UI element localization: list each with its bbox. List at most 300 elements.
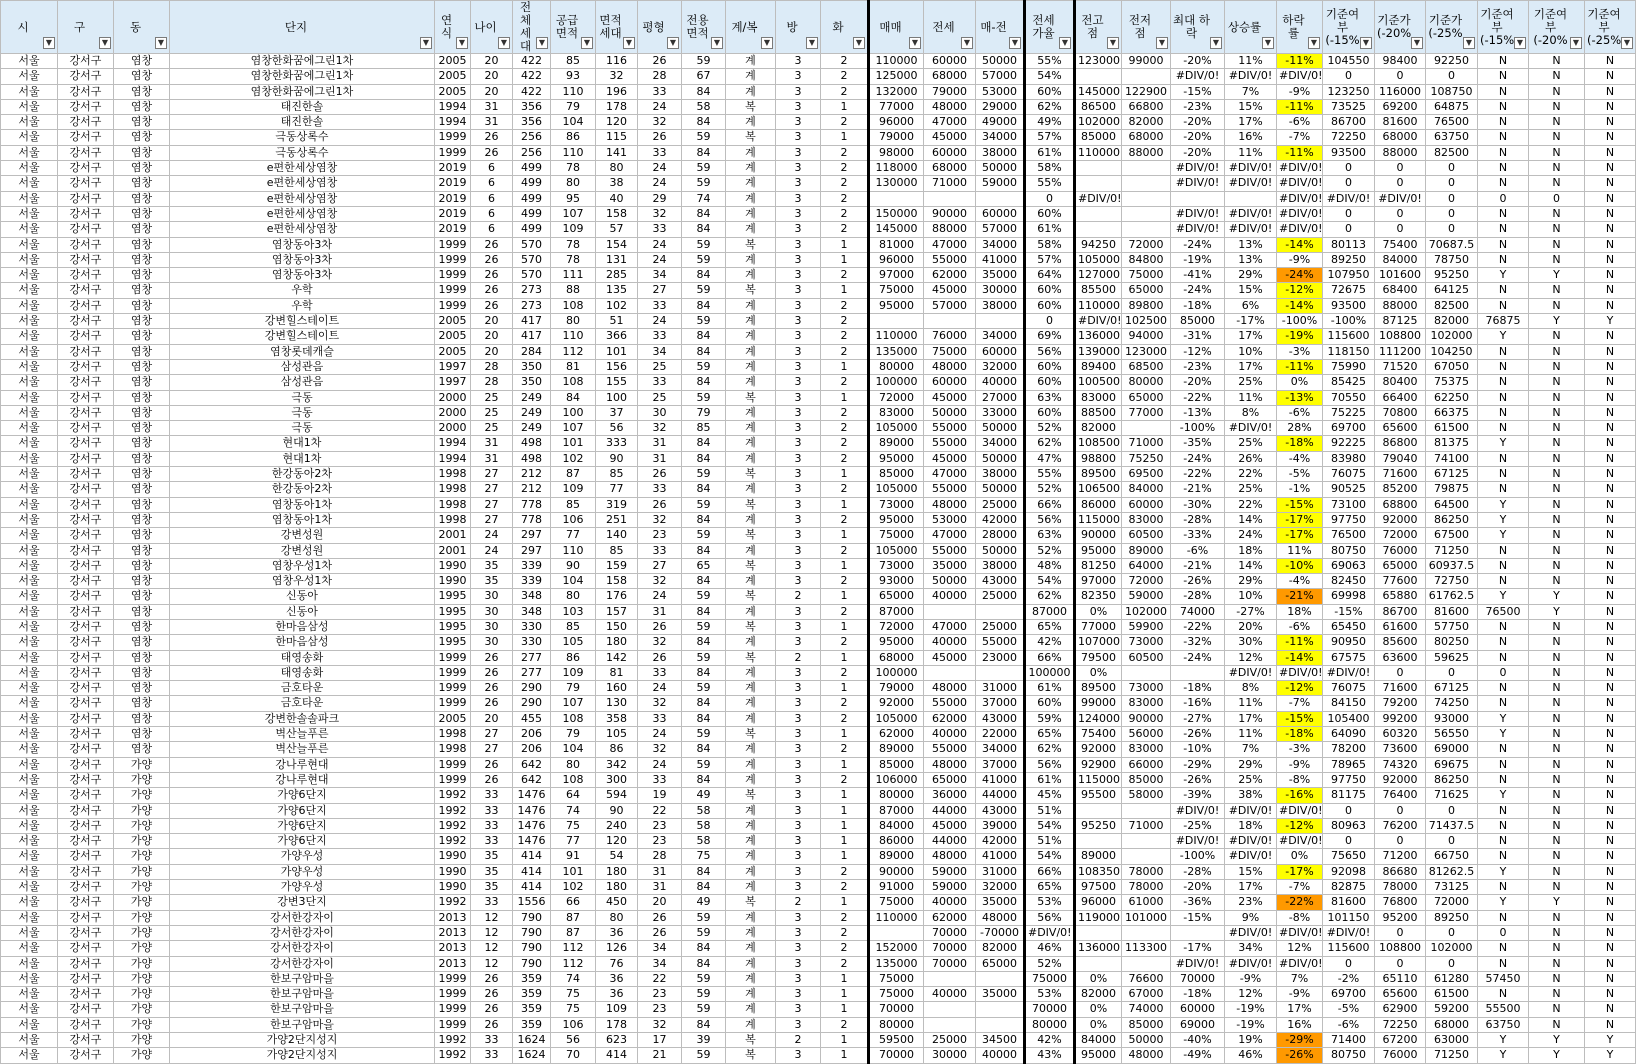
table-cell[interactable]: 122900	[1122, 84, 1171, 99]
table-cell[interactable]: 계	[726, 375, 776, 390]
table-cell[interactable]: 89500	[1075, 467, 1122, 482]
table-cell[interactable]: 60%	[1025, 405, 1075, 420]
table-cell[interactable]: #DIV/0!	[1075, 314, 1122, 329]
table-cell[interactable]: -24%	[1171, 650, 1225, 665]
table-cell[interactable]: 염창	[114, 359, 170, 374]
table-cell[interactable]: -49%	[1171, 1048, 1225, 1063]
table-cell[interactable]: 33	[471, 803, 513, 818]
table-cell[interactable]: 90000	[924, 206, 976, 221]
table-cell[interactable]: 57000	[976, 222, 1025, 237]
table-cell[interactable]: Y	[1529, 589, 1585, 604]
table-cell[interactable]: 3	[776, 1017, 821, 1032]
table-cell[interactable]: N	[1529, 130, 1585, 145]
table-cell[interactable]: #DIV/0!	[1277, 222, 1323, 237]
table-cell[interactable]: N	[1529, 176, 1585, 191]
table-cell[interactable]: 3	[776, 604, 821, 619]
table-cell[interactable]: 33	[638, 84, 682, 99]
table-cell[interactable]: 0	[1375, 69, 1426, 84]
table-cell[interactable]: 78000	[1122, 864, 1171, 879]
table-cell[interactable]: -7%	[1277, 130, 1323, 145]
table-cell[interactable]: 3	[776, 99, 821, 114]
table-cell[interactable]: 2013	[435, 910, 471, 925]
table-cell[interactable]: 57	[596, 222, 638, 237]
table-cell[interactable]: N	[1585, 880, 1636, 895]
table-cell[interactable]: -15%	[1171, 910, 1225, 925]
table-cell[interactable]: 86800	[1375, 436, 1426, 451]
table-cell[interactable]: 106000	[869, 772, 924, 787]
table-cell[interactable]: 8%	[1225, 681, 1277, 696]
table-cell[interactable]: 64125	[1426, 283, 1478, 298]
table-cell[interactable]: 0	[1375, 925, 1426, 940]
table-cell[interactable]: 180	[596, 864, 638, 879]
table-cell[interactable]: 52%	[1025, 543, 1075, 558]
table-cell[interactable]: 서울	[1, 512, 58, 527]
table-cell[interactable]: 0%	[1075, 1017, 1122, 1032]
table-cell[interactable]: 2	[821, 421, 869, 436]
table-cell[interactable]: 66800	[1122, 99, 1171, 114]
table-cell[interactable]: N	[1585, 375, 1636, 390]
table-cell[interactable]: 1999	[435, 665, 471, 680]
column-header[interactable]	[1171, 1, 1225, 54]
table-cell[interactable]: 79000	[869, 130, 924, 145]
table-cell[interactable]: 46%	[1025, 941, 1075, 956]
table-cell[interactable]: 강변힐스테이트	[170, 329, 435, 344]
table-cell[interactable]: 42000	[976, 512, 1025, 527]
table-cell[interactable]: 20	[471, 314, 513, 329]
table-cell[interactable]: 염창	[114, 237, 170, 252]
table-cell[interactable]: 75000	[869, 283, 924, 298]
table-cell[interactable]: N	[1585, 803, 1636, 818]
table-cell[interactable]: e편한세상염창	[170, 191, 435, 206]
table-cell[interactable]: 가양6단지	[170, 803, 435, 818]
table-cell[interactable]: -9%	[1277, 757, 1323, 772]
table-cell[interactable]: 강서한강자이	[170, 941, 435, 956]
table-cell[interactable]: N	[1585, 788, 1636, 803]
table-cell[interactable]: 계	[726, 635, 776, 650]
table-cell[interactable]	[869, 191, 924, 206]
column-header[interactable]	[976, 1, 1025, 54]
table-cell[interactable]: 강서구	[58, 574, 114, 589]
table-cell[interactable]: 6	[471, 206, 513, 221]
table-cell[interactable]: 40000	[924, 589, 976, 604]
table-cell[interactable]: 84000	[1375, 252, 1426, 267]
table-cell[interactable]: 59	[682, 528, 726, 543]
table-cell[interactable]: 서울	[1, 727, 58, 742]
table-cell[interactable]: 119000	[1075, 910, 1122, 925]
table-cell[interactable]: 계	[726, 849, 776, 864]
table-cell[interactable]: 150	[596, 619, 638, 634]
table-cell[interactable]: 73000	[869, 558, 924, 573]
table-cell[interactable]: 58	[682, 818, 726, 833]
table-cell[interactable]: 70800	[1375, 405, 1426, 420]
table-cell[interactable]: 12	[471, 956, 513, 971]
table-cell[interactable]: 강서구	[58, 925, 114, 940]
table-cell[interactable]: 3	[776, 161, 821, 176]
table-cell[interactable]: 복	[726, 589, 776, 604]
table-cell[interactable]: 37000	[976, 757, 1025, 772]
table-cell[interactable]: 서울	[1, 497, 58, 512]
table-cell[interactable]: 82875	[1323, 880, 1375, 895]
table-cell[interactable]: 51	[596, 314, 638, 329]
table-cell[interactable]: 0	[1426, 956, 1478, 971]
table-cell[interactable]: N	[1529, 880, 1585, 895]
table-cell[interactable]: 강변한솔솔파크	[170, 711, 435, 726]
table-cell[interactable]: 60000	[1171, 1002, 1225, 1017]
table-cell[interactable]: 강서구	[58, 665, 114, 680]
table-cell[interactable]: 3	[776, 375, 821, 390]
table-cell[interactable]: Y	[1529, 1033, 1585, 1048]
table-cell[interactable]: -11%	[1277, 99, 1323, 114]
table-cell[interactable]: 금호타운	[170, 696, 435, 711]
table-cell[interactable]: 57000	[924, 298, 976, 313]
table-cell[interactable]: -13%	[1277, 390, 1323, 405]
filter-dropdown-icon[interactable]: ▼	[623, 37, 635, 49]
table-cell[interactable]: -12%	[1277, 681, 1323, 696]
table-cell[interactable]: 계	[726, 742, 776, 757]
table-cell[interactable]: 염창	[114, 742, 170, 757]
table-cell[interactable]: 현대1차	[170, 436, 435, 451]
table-cell[interactable]: 82500	[1426, 145, 1478, 160]
table-cell[interactable]: 498	[513, 436, 551, 451]
table-cell[interactable]: 499	[513, 191, 551, 206]
table-cell[interactable]: 67000	[1122, 987, 1171, 1002]
table-cell[interactable]: 350	[513, 375, 551, 390]
table-cell[interactable]: -14%	[1277, 237, 1323, 252]
table-cell[interactable]: 가양2단지성지	[170, 1033, 435, 1048]
table-cell[interactable]: -20%	[1171, 115, 1225, 130]
table-cell[interactable]: 102500	[1122, 314, 1171, 329]
table-cell[interactable]: 28	[638, 69, 682, 84]
table-cell[interactable]	[924, 665, 976, 680]
table-cell[interactable]: 59200	[1426, 1002, 1478, 1017]
table-cell[interactable]: 삼성관음	[170, 375, 435, 390]
table-cell[interactable]: 284	[513, 344, 551, 359]
table-cell[interactable]: 강서구	[58, 421, 114, 436]
table-cell[interactable]: 59	[682, 497, 726, 512]
table-cell[interactable]: Y	[1478, 895, 1529, 910]
table-cell[interactable]: 강서구	[58, 987, 114, 1002]
table-cell[interactable]: 84	[682, 115, 726, 130]
table-cell[interactable]: 84000	[869, 818, 924, 833]
table-cell[interactable]: -26%	[1277, 1048, 1323, 1063]
table-cell[interactable]: 58	[682, 99, 726, 114]
table-cell[interactable]: N	[1529, 375, 1585, 390]
table-cell[interactable]: 26	[471, 650, 513, 665]
table-cell[interactable]: N	[1529, 359, 1585, 374]
table-cell[interactable]: 180	[596, 880, 638, 895]
table-cell[interactable]: 1476	[513, 803, 551, 818]
table-cell[interactable]: 50000	[924, 405, 976, 420]
table-cell[interactable]: 1992	[435, 818, 471, 833]
table-cell[interactable]: N	[1585, 849, 1636, 864]
table-cell[interactable]: 37	[596, 405, 638, 420]
table-cell[interactable]: 강서구	[58, 390, 114, 405]
table-cell[interactable]: 한마음삼성	[170, 619, 435, 634]
table-cell[interactable]: 48000	[924, 849, 976, 864]
table-cell[interactable]: 59625	[1426, 650, 1478, 665]
table-cell[interactable]: 65450	[1323, 619, 1375, 634]
table-cell[interactable]: 염창한화꿈에그린1차	[170, 54, 435, 69]
table-cell[interactable]: 55000	[924, 482, 976, 497]
table-cell[interactable]: 75000	[869, 528, 924, 543]
table-cell[interactable]: 55000	[924, 421, 976, 436]
table-cell[interactable]: 1	[821, 252, 869, 267]
table-cell[interactable]: N	[1478, 390, 1529, 405]
table-cell[interactable]: 499	[513, 176, 551, 191]
table-cell[interactable]: 25000	[976, 589, 1025, 604]
table-cell[interactable]: 26	[471, 757, 513, 772]
table-cell[interactable]: 110	[551, 84, 596, 99]
table-cell[interactable]: 85000	[1122, 1017, 1171, 1032]
table-cell[interactable]: 6	[471, 222, 513, 237]
table-cell[interactable]: 염창	[114, 405, 170, 420]
table-cell[interactable]: 50000	[976, 543, 1025, 558]
table-cell[interactable]: 65%	[1025, 619, 1075, 634]
table-cell[interactable]: 강서구	[58, 910, 114, 925]
table-cell[interactable]: 82000	[976, 941, 1025, 956]
table-cell[interactable]: N	[1529, 54, 1585, 69]
table-cell[interactable]: 71250	[1426, 543, 1478, 558]
table-cell[interactable]: 3	[776, 54, 821, 69]
table-cell[interactable]: 33	[638, 298, 682, 313]
table-cell[interactable]: 285	[596, 268, 638, 283]
table-cell[interactable]: 78000	[1122, 880, 1171, 895]
table-cell[interactable]: 110000	[1075, 298, 1122, 313]
table-cell[interactable]: 30	[471, 589, 513, 604]
table-cell[interactable]: 44000	[924, 803, 976, 818]
table-cell[interactable]: N	[1529, 772, 1585, 787]
table-cell[interactable]: 염창	[114, 665, 170, 680]
table-cell[interactable]: 염창	[114, 206, 170, 221]
table-cell[interactable]: 35	[471, 558, 513, 573]
table-cell[interactable]: 계	[726, 818, 776, 833]
table-cell[interactable]: e편한세상염창	[170, 161, 435, 176]
table-cell[interactable]: 33000	[976, 405, 1025, 420]
table-cell[interactable]: 1476	[513, 818, 551, 833]
table-cell[interactable]	[1122, 803, 1171, 818]
table-cell[interactable]: 2000	[435, 421, 471, 436]
table-cell[interactable]	[1075, 803, 1122, 818]
table-cell[interactable]: 3	[776, 222, 821, 237]
table-cell[interactable]: 48000	[924, 497, 976, 512]
table-cell[interactable]: 130	[596, 696, 638, 711]
table-cell[interactable]: 63%	[1025, 528, 1075, 543]
table-cell[interactable]: 1995	[435, 604, 471, 619]
table-cell[interactable]: 2	[821, 329, 869, 344]
table-cell[interactable]: 80750	[1323, 543, 1375, 558]
table-cell[interactable]: 2	[821, 574, 869, 589]
table-cell[interactable]: 206	[513, 727, 551, 742]
table-cell[interactable]: 108350	[1075, 864, 1122, 879]
table-cell[interactable]: N	[1478, 344, 1529, 359]
table-cell[interactable]: 서울	[1, 711, 58, 726]
table-cell[interactable]: 84800	[1122, 252, 1171, 267]
table-cell[interactable]: 59	[682, 176, 726, 191]
table-cell[interactable]: 33	[471, 788, 513, 803]
table-cell[interactable]: 강서구	[58, 344, 114, 359]
table-cell[interactable]: 79875	[1426, 482, 1478, 497]
table-cell[interactable]: 태진한솔	[170, 99, 435, 114]
table-cell[interactable]: 48000	[924, 359, 976, 374]
table-cell[interactable]: N	[1478, 941, 1529, 956]
table-cell[interactable]: 염창	[114, 314, 170, 329]
table-cell[interactable]: 0	[1478, 191, 1529, 206]
table-cell[interactable]: 87000	[1025, 604, 1075, 619]
table-cell[interactable]: 2005	[435, 54, 471, 69]
table-cell[interactable]: 1	[821, 99, 869, 114]
table-cell[interactable]: 76000	[1375, 1048, 1426, 1063]
table-cell[interactable]: 86000	[869, 834, 924, 849]
table-cell[interactable]: 12	[471, 941, 513, 956]
table-cell[interactable]: 계	[726, 711, 776, 726]
table-cell[interactable]: -15%	[1277, 711, 1323, 726]
table-cell[interactable]: 101	[551, 436, 596, 451]
table-cell[interactable]: 38000	[976, 145, 1025, 160]
filter-dropdown-icon[interactable]: ▼	[99, 37, 111, 49]
table-cell[interactable]: 80113	[1323, 237, 1375, 252]
table-cell[interactable]: N	[1478, 130, 1529, 145]
table-cell[interactable]: 33	[471, 1048, 513, 1063]
table-cell[interactable]: -11%	[1277, 54, 1323, 69]
table-cell[interactable]: 109	[551, 482, 596, 497]
table-cell[interactable]: 45000	[924, 283, 976, 298]
table-cell[interactable]: 복	[726, 788, 776, 803]
table-cell[interactable]: 36	[596, 987, 638, 1002]
table-cell[interactable]: N	[1529, 252, 1585, 267]
table-cell[interactable]: 89400	[1075, 359, 1122, 374]
table-cell[interactable]: 12	[471, 925, 513, 940]
table-cell[interactable]: 99200	[1375, 711, 1426, 726]
table-cell[interactable]: 강서구	[58, 283, 114, 298]
table-cell[interactable]: 28%	[1277, 421, 1323, 436]
table-cell[interactable]: 38000	[976, 467, 1025, 482]
table-cell[interactable]: 계	[726, 69, 776, 84]
table-cell[interactable]	[1122, 206, 1171, 221]
table-cell[interactable]: 8%	[1225, 405, 1277, 420]
table-cell[interactable]: -4%	[1277, 451, 1323, 466]
table-cell[interactable]: 74000	[1171, 604, 1225, 619]
table-cell[interactable]: 105400	[1323, 711, 1375, 726]
table-cell[interactable]: 복	[726, 895, 776, 910]
table-cell[interactable]: 422	[513, 84, 551, 99]
table-cell[interactable]: 85500	[1075, 283, 1122, 298]
table-cell[interactable]: 116000	[1375, 84, 1426, 99]
table-cell[interactable]: 43000	[976, 711, 1025, 726]
table-cell[interactable]: 178	[596, 99, 638, 114]
table-cell[interactable]: N	[1529, 528, 1585, 543]
table-cell[interactable]: 27	[471, 512, 513, 527]
table-cell[interactable]: 18%	[1225, 818, 1277, 833]
table-cell[interactable]: N	[1529, 145, 1585, 160]
table-cell[interactable]: 염창	[114, 84, 170, 99]
table-cell[interactable]: 강서구	[58, 543, 114, 558]
table-cell[interactable]: 강서구	[58, 130, 114, 145]
table-cell[interactable]: 450	[596, 895, 638, 910]
table-cell[interactable]: 50000	[1122, 1033, 1171, 1048]
table-cell[interactable]: N	[1478, 359, 1529, 374]
table-cell[interactable]: 56	[551, 1033, 596, 1048]
table-cell[interactable]: 356	[513, 99, 551, 114]
table-cell[interactable]: 2	[821, 69, 869, 84]
table-cell[interactable]: 212	[513, 482, 551, 497]
table-cell[interactable]	[1075, 69, 1122, 84]
filter-dropdown-icon[interactable]: ▼	[155, 37, 167, 49]
table-cell[interactable]: 27	[471, 497, 513, 512]
table-cell[interactable]: 0	[1375, 834, 1426, 849]
table-cell[interactable]: 극동	[170, 421, 435, 436]
table-cell[interactable]: 348	[513, 604, 551, 619]
table-cell[interactable]: 256	[513, 145, 551, 160]
table-cell[interactable]: 790	[513, 956, 551, 971]
table-cell[interactable]: 92000	[1375, 512, 1426, 527]
table-cell[interactable]: N	[1478, 145, 1529, 160]
table-cell[interactable]: 82350	[1075, 589, 1122, 604]
table-cell[interactable]: 1999	[435, 772, 471, 787]
table-cell[interactable]: 92000	[869, 696, 924, 711]
table-cell[interactable]: 63750	[1426, 130, 1478, 145]
table-cell[interactable]: 80	[596, 161, 638, 176]
table-cell[interactable]: 2019	[435, 206, 471, 221]
table-cell[interactable]: 염창	[114, 436, 170, 451]
table-cell[interactable]: 95200	[1375, 910, 1426, 925]
table-cell[interactable]: 26	[471, 298, 513, 313]
table-cell[interactable]: -19%	[1277, 329, 1323, 344]
table-cell[interactable]: 59000	[924, 864, 976, 879]
table-cell[interactable]: N	[1478, 849, 1529, 864]
table-cell[interactable]: N	[1529, 84, 1585, 99]
table-cell[interactable]: 18%	[1277, 604, 1323, 619]
table-cell[interactable]: 92000	[1375, 772, 1426, 787]
table-cell[interactable]: 82500	[1426, 298, 1478, 313]
table-cell[interactable]: 2	[821, 1017, 869, 1032]
table-cell[interactable]: 93500	[1323, 145, 1375, 160]
table-cell[interactable]: 27	[471, 467, 513, 482]
table-cell[interactable]: 498	[513, 451, 551, 466]
table-cell[interactable]: 서울	[1, 971, 58, 986]
table-cell[interactable]: 계	[726, 54, 776, 69]
table-cell[interactable]: 71520	[1375, 359, 1426, 374]
table-cell[interactable]: 30000	[924, 1048, 976, 1063]
table-cell[interactable]: 1	[821, 467, 869, 482]
table-cell[interactable]: N	[1585, 54, 1636, 69]
table-cell[interactable]: -12%	[1171, 344, 1225, 359]
table-cell[interactable]: 1997	[435, 359, 471, 374]
table-cell[interactable]: 53%	[1025, 987, 1075, 1002]
table-cell[interactable]: 1	[821, 834, 869, 849]
table-cell[interactable]: 3	[776, 543, 821, 558]
table-cell[interactable]: 0	[1375, 176, 1426, 191]
table-cell[interactable]: 72000	[869, 390, 924, 405]
table-cell[interactable]: Y	[1585, 1048, 1636, 1063]
table-cell[interactable]: #DIV/0!	[1277, 803, 1323, 818]
table-cell[interactable]: 66%	[1025, 864, 1075, 879]
table-cell[interactable]: 89800	[1122, 298, 1171, 313]
filter-dropdown-icon[interactable]: ▼	[667, 37, 679, 49]
table-cell[interactable]: 92000	[1075, 742, 1122, 757]
table-cell[interactable]: 염창	[114, 298, 170, 313]
table-cell[interactable]: 43000	[976, 574, 1025, 589]
table-cell[interactable]: 염창	[114, 375, 170, 390]
table-cell[interactable]: N	[1478, 54, 1529, 69]
table-cell[interactable]: 85	[682, 421, 726, 436]
table-cell[interactable]: 1	[821, 497, 869, 512]
table-cell[interactable]: 가양	[114, 895, 170, 910]
table-cell[interactable]	[1225, 191, 1277, 206]
table-cell[interactable]: 34	[638, 956, 682, 971]
table-cell[interactable]: N	[1478, 880, 1529, 895]
table-cell[interactable]: 339	[513, 574, 551, 589]
table-cell[interactable]	[869, 925, 924, 940]
